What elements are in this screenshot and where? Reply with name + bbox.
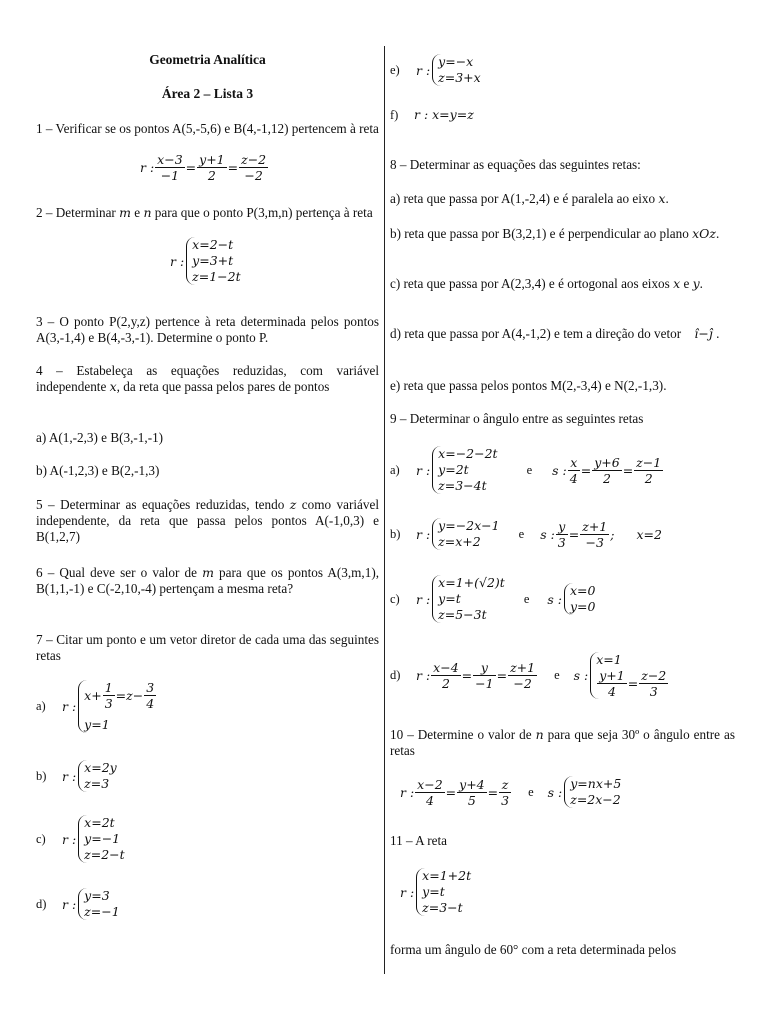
question-8-item-b: b) reta que passa por B(3,2,1) e é perpendicular ao plano xOz.	[390, 226, 720, 241]
question-9-item-c: c) r : x=1+(√2)t y=t z=5−3t e s : x=0 y=0	[390, 575, 596, 622]
page-title: Geometria Analítica	[149, 52, 266, 67]
question-7-item-b: b) r : x=2y z=3	[36, 760, 117, 791]
right-column	[390, 0, 735, 1024]
question-7-item-a: a) r : x+ $\frac{1}{3}$ =z− $\frac{3}{4}$ y=1	[36, 680, 379, 733]
question-11-system: r : x=1+2t y=t z=3−t	[400, 868, 472, 915]
question-8-item-c: c) reta que passa por A(2,3,4) e é ortogonal aos eixos x e y.	[390, 276, 703, 291]
question-7-text: 7 – Citar um ponto e um vetor diretor de cada uma das seguintes retas	[36, 632, 379, 663]
question-1-equation: r : $\frac{x-3}{-1}$ = $\frac{y+1}{2}$ = $\frac{z-2}{-2}$	[140, 152, 267, 183]
question-8-item-d: d) reta que passa por A(4,-1,2) e tem a direção do vetor î−ĵ .	[390, 326, 720, 341]
question-7-item-d: d) r : y=3 z=−1	[36, 888, 120, 919]
question-11-text: 11 – A reta	[390, 833, 448, 848]
question-11-tail: forma um ângulo de 60° com a reta determinada pelos	[390, 942, 677, 957]
unit-vector: î−ĵ	[694, 326, 713, 341]
question-8-item-a: a) reta que passa por A(1,-2,4) e é paralela ao eixo x.	[390, 191, 669, 206]
question-3-text: 3 – O ponto P(2,y,z) pertence à reta determinada pelos pontos A(3,-1,4) e B(4,-3,-1). Determine o ponto P.	[36, 314, 379, 345]
question-2-text: 2 – Determinar m e n para que o ponto P(3,m,n) pertença à reta	[36, 205, 373, 220]
left-column	[36, 0, 379, 1024]
question-5-text: 5 – Determinar as equações reduzidas, tendo z como variável independente, da reta que passa pelos pontos A(-1,0,3) e B(1,2,7)	[36, 497, 380, 544]
question-6-text: 6 – Qual deve ser o valor de m para que os pontos A(3,m,1), B(1,1,-1) e C(-2,10,-4) pertençam a mesma reta?	[36, 565, 380, 596]
column-divider	[384, 46, 385, 974]
question-4-item-a: a) A(1,-2,3) e B(3,-1,-1)	[36, 430, 164, 445]
question-9-item-a: a) r : x=−2−2t y=2t z=3−4t e s : $\frac{x}{4}$ = $\frac{y+6}{2}$ = $\frac{z-1}{2}$	[390, 446, 662, 493]
question-7-item-f: f) r : x=y=z	[390, 107, 474, 122]
question-9-item-b: b) r : y=−2x−1 z=x+2 e s : $\frac{y}{3}$ = $\frac{z+1}{-3}$ ; x=2	[390, 518, 662, 550]
question-4-text: 4 – Estabeleça as equações reduzidas, com variável independente x, da reta que passa pelos pares de pontos	[36, 363, 379, 394]
question-8-text: 8 – Determinar as equações das seguintes retas:	[390, 157, 641, 172]
question-8-item-e: e) reta que passa pelos pontos M(2,-3,4) e N(2,-1,3).	[390, 378, 667, 393]
question-10-equations: r : $\frac{x-2}{4}$ = $\frac{y+4}{5}$ = $\frac{z}{3}$ e s : y=nx+5 z=2x−2	[400, 776, 622, 808]
question-1-text: 1 – Verificar se os pontos A(5,-5,6) e B(4,-1,12) pertencem à reta	[36, 121, 379, 136]
page-subtitle: Área 2 – Lista 3	[161, 86, 254, 101]
question-9-item-d: d) r : $\frac{x-4}{2}$ = $\frac{y}{-1}$ = $\frac{z+1}{-2}$ e s : x=1 $\frac{y+1}{4}$ = $\frac{z-2}{3}$	[390, 652, 735, 699]
question-7-item-c: c) r : x=2t y=−1 z=2−t	[36, 815, 125, 862]
question-9-text: 9 – Determinar o ângulo entre as seguintes retas	[390, 411, 644, 426]
question-4-item-b: b) A(-1,2,3) e B(2,-1,3)	[36, 463, 160, 478]
question-2-system: r : x=2−t y=3+t z=1−2t	[170, 237, 241, 284]
question-10-text: 10 – Determine o valor de n para que seja 30º o ângulo entre as retas	[390, 727, 736, 758]
question-7-item-e: e) r : y=−x z=3+x	[390, 54, 481, 85]
